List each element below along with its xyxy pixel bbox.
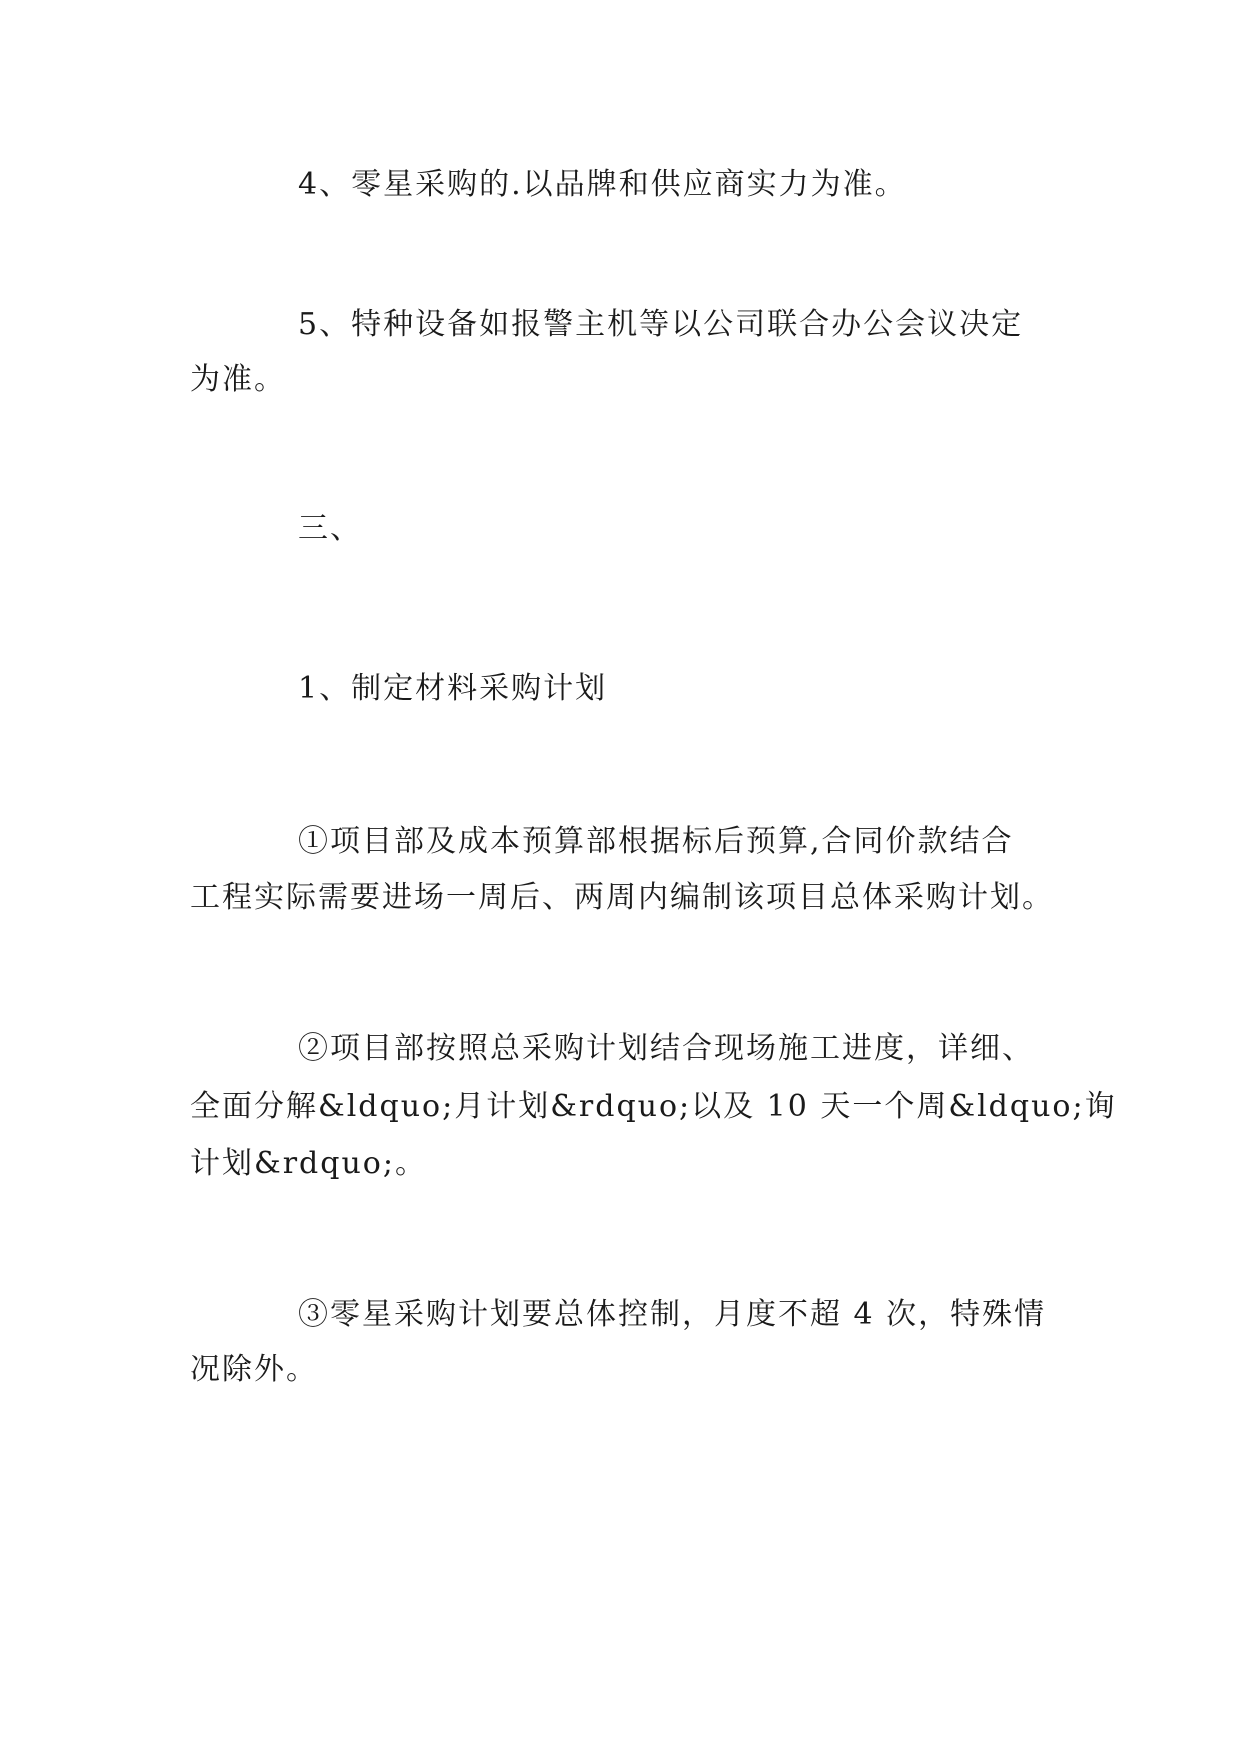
subsection-heading-1: 1、制定材料采购计划 bbox=[298, 671, 608, 706]
paragraph-circle-3-line-1: ③零星采购计划要总体控制，月度不超 4 次，特殊情 bbox=[298, 1297, 1047, 1332]
paragraph-circle-2-line-2: 全面分解&ldquo;月计划&rdquo;以及 10 天一个周&ldquo;询 bbox=[190, 1089, 1117, 1124]
section-heading-three: 三、 bbox=[298, 511, 362, 546]
paragraph-circle-2-line-1: ②项目部按照总采购计划结合现场施工进度，详细、 bbox=[298, 1031, 1034, 1066]
paragraph-circle-1-line-2: 工程实际需要进场一周后、两周内编制该项目总体采购计划。 bbox=[190, 880, 1054, 915]
paragraph-circle-1-line-1: ①项目部及成本预算部根据标后预算,合同价款结合 bbox=[298, 824, 1014, 859]
paragraph-circle-2-line-3: 计划&rdquo;。 bbox=[190, 1146, 427, 1181]
paragraph-item-5-line-2: 为准。 bbox=[190, 362, 286, 397]
paragraph-circle-3-line-2: 况除外。 bbox=[190, 1352, 318, 1387]
paragraph-item-4: 4、零星采购的.以品牌和供应商实力为准。 bbox=[298, 167, 907, 202]
paragraph-item-5-line-1: 5、特种设备如报警主机等以公司联合办公会议决定 bbox=[298, 307, 1024, 342]
